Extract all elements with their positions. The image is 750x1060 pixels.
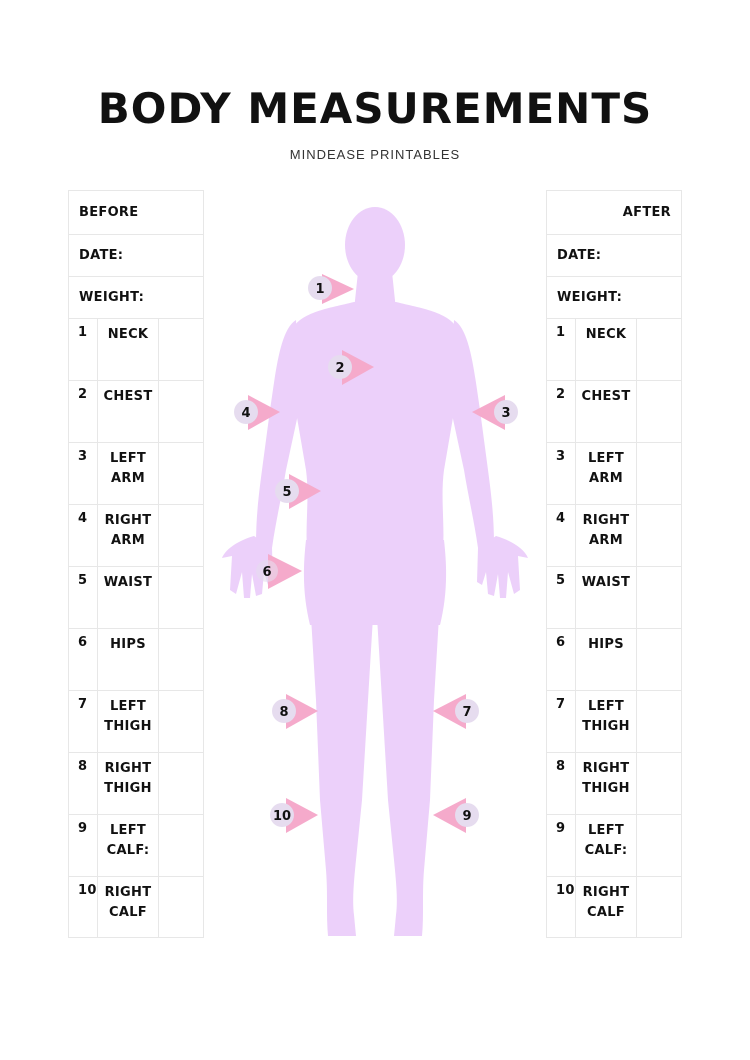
row-label: HIPS bbox=[98, 629, 159, 690]
row-label: RIGHT CALF bbox=[576, 877, 637, 937]
page-subtitle: MINDEASE PRINTABLES bbox=[289, 147, 461, 162]
row-number: 5 bbox=[69, 567, 98, 628]
row-label: CHEST bbox=[576, 381, 637, 442]
page-title: BODY MEASUREMENTS bbox=[97, 84, 653, 133]
row-label: LEFT CALF: bbox=[576, 815, 637, 876]
row-label: LEFT ARM bbox=[576, 443, 637, 504]
row-label: NECK bbox=[576, 319, 637, 380]
row-label: LEFT CALF: bbox=[98, 815, 159, 876]
row-number: 1 bbox=[69, 319, 98, 380]
marker-label: 10 bbox=[272, 809, 292, 824]
before-weight-field[interactable]: WEIGHT: bbox=[68, 276, 204, 318]
row-number: 8 bbox=[547, 753, 576, 814]
row-label: RIGHT CALF bbox=[98, 877, 159, 937]
after-weight-field[interactable]: WEIGHT: bbox=[546, 276, 682, 318]
row-number: 9 bbox=[547, 815, 576, 876]
after-heading: AFTER bbox=[546, 190, 682, 234]
row-number: 8 bbox=[69, 753, 98, 814]
marker-label: 2 bbox=[335, 361, 345, 376]
row-number: 1 bbox=[547, 319, 576, 380]
row-number: 4 bbox=[547, 505, 576, 566]
row-number: 2 bbox=[547, 381, 576, 442]
row-number: 7 bbox=[69, 691, 98, 752]
before-heading: BEFORE bbox=[68, 190, 204, 234]
row-label: NECK bbox=[98, 319, 159, 380]
row-number: 6 bbox=[547, 629, 576, 690]
row-label: RIGHT THIGH bbox=[576, 753, 637, 814]
row-label: LEFT THIGH bbox=[98, 691, 159, 752]
row-label: RIGHT THIGH bbox=[98, 753, 159, 814]
marker-label: 4 bbox=[241, 406, 251, 421]
row-number: 9 bbox=[69, 815, 98, 876]
marker-label: 7 bbox=[462, 705, 472, 720]
row-number: 6 bbox=[69, 629, 98, 690]
row-label: RIGHT ARM bbox=[98, 505, 159, 566]
marker-label: 3 bbox=[501, 406, 511, 421]
row-number: 10 bbox=[547, 877, 576, 937]
row-number: 3 bbox=[69, 443, 98, 504]
row-number: 3 bbox=[547, 443, 576, 504]
marker-label: 5 bbox=[282, 485, 292, 500]
row-label: RIGHT ARM bbox=[576, 505, 637, 566]
marker-label: 1 bbox=[315, 282, 325, 297]
row-label: LEFT THIGH bbox=[576, 691, 637, 752]
marker-label: 9 bbox=[462, 809, 472, 824]
marker-label: 8 bbox=[279, 705, 289, 720]
after-date-field[interactable]: DATE: bbox=[546, 234, 682, 276]
row-number: 7 bbox=[547, 691, 576, 752]
row-number: 10 bbox=[69, 877, 98, 937]
row-label: WAIST bbox=[576, 567, 637, 628]
row-number: 5 bbox=[547, 567, 576, 628]
row-label: LEFT ARM bbox=[98, 443, 159, 504]
row-number: 4 bbox=[69, 505, 98, 566]
row-label: WAIST bbox=[98, 567, 159, 628]
row-label: HIPS bbox=[576, 629, 637, 690]
row-label: CHEST bbox=[98, 381, 159, 442]
marker-label: 6 bbox=[262, 565, 272, 580]
before-date-field[interactable]: DATE: bbox=[68, 234, 204, 276]
row-number: 2 bbox=[69, 381, 98, 442]
